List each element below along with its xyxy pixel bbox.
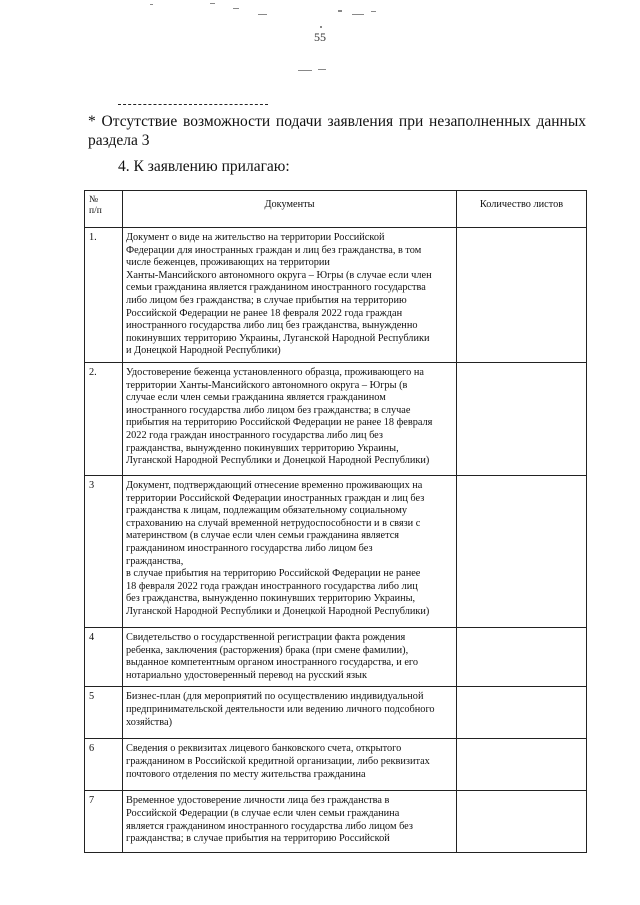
document-text-line: Луганской Народной Республики и Донецкой Народной Республики) (126, 455, 430, 467)
document-text-line: Луганской Народной Республики и Донецкой Народной Республики) (126, 605, 430, 617)
document-text-line: ребенка, заключения (расторжения) брака (при смене фамилии), (126, 644, 409, 656)
row-sheet-count[interactable] (457, 228, 587, 363)
document-text-line: Российской Федерации не ранее 18 февраля 2022 года граждан (126, 307, 403, 319)
document-text-line: хозяйства) (126, 716, 173, 728)
attachments-table (84, 190, 587, 853)
row-document (123, 687, 457, 739)
row-document (123, 791, 457, 853)
row-number: 1. (85, 228, 123, 363)
document-text-line: Временное удостоверение личности лица без гражданства в (126, 795, 390, 807)
row-sheet-count[interactable] (457, 628, 587, 687)
document-text-line: семьи гражданина является гражданином иностранного государства (126, 282, 426, 294)
document-text-line: без гражданства, вынужденно покинувших территорию Украины, (126, 593, 416, 605)
document-text-line: территории Российской Федерации иностранных граждан и лиц без (126, 492, 425, 504)
document-text-line: территории Ханты-Мансийского автономного округа – Югры (в (126, 379, 408, 391)
document-text-line: Свидетельство о государственной регистрации факта рождения (126, 632, 406, 643)
table-body (85, 228, 587, 853)
document-text-line: гражданином в Российской кредитной организации, либо реквизитах (126, 755, 430, 767)
document-text-line: гражданства к лицам, подлежащим обязательному социальному (126, 505, 408, 517)
row-document (123, 476, 457, 628)
document-text-line: почтового отделения по месту жительства гражданина (126, 768, 366, 780)
document-text-line: гражданства; в случае прибытия на территорию Российской (126, 833, 390, 845)
document-text-line: является гражданином иностранного государства либо лицом без (126, 820, 413, 832)
row-sheet-count[interactable] (457, 791, 587, 853)
page-number: 55 (314, 30, 326, 44)
document-text-line: Российской Федерации (в случае если член семьи гражданина (126, 807, 400, 819)
row-number: 4 (85, 628, 123, 687)
document-text-line: прибытия на территорию Российской Федерации не ранее 18 февраля (126, 417, 433, 429)
document-text-line: покинувших территорию Украины, Луганской Народной Республики (126, 332, 430, 344)
document-text-line: выданное компетентным органом иностранного государства, и его (126, 657, 419, 669)
document-text-line: иностранного государства либо лицом без гражданства; в случае (126, 404, 411, 416)
document-text-line: и Донецкой Народной Республики) (126, 345, 281, 357)
row-sheet-count[interactable] (457, 476, 587, 628)
table-row (85, 476, 587, 628)
table-row (85, 687, 587, 739)
document-text-line: 2022 года граждан иностранного государства либо лиц без (126, 429, 383, 441)
document-text-line: гражданином иностранного государства либо лицом без (126, 542, 373, 554)
header-number-symbol: № (89, 195, 99, 205)
row-sheet-count[interactable] (457, 739, 587, 791)
document-text-line: нотариально удостоверенный перевод на русский язык (126, 669, 367, 681)
row-number: 7 (85, 791, 123, 853)
document-text-line: Документ, подтверждающий отнесение временно проживающих на (126, 480, 423, 491)
row-number: 2. (85, 363, 123, 476)
document-text-line: в случае прибытия на территорию Российской Федерации не ранее (126, 568, 421, 580)
table-row (85, 791, 587, 853)
document-text-line: страхованию на случай временной нетрудоспособности и в связи с (126, 517, 421, 529)
row-sheet-count[interactable] (457, 687, 587, 739)
footnote-text: * Отсутствие возможности подачи заявления при незаполненных данных раздела 3 (88, 113, 586, 149)
document-text-line: гражданства, (126, 555, 184, 567)
header-sheets: Количество листов (457, 191, 587, 228)
footnote-divider (118, 104, 268, 105)
table-row (85, 363, 587, 476)
row-document (123, 739, 457, 791)
document-text-line: иностранного государства либо лиц без гражданства, вынужденно (126, 320, 418, 332)
document-text-line: Сведения о реквизитах лицевого банковского счета, открытого (126, 743, 402, 755)
row-document (123, 363, 457, 476)
header-documents: Документы (123, 191, 457, 228)
document-text-line: Удостоверение беженца установленного образца, проживающего на (126, 367, 424, 378)
document-text-line: числе беженцев, проживающих на территории (126, 257, 330, 269)
row-number: 5 (85, 687, 123, 739)
document-text-line: Документ о виде на жительство на территории Российской (126, 232, 385, 243)
section-heading: 4. К заявлению прилагаю: (118, 158, 290, 175)
row-sheet-count[interactable] (457, 363, 587, 476)
document-text-line: гражданства, вынужденно покинувших территорию Украины, (126, 442, 399, 454)
row-number: 3 (85, 476, 123, 628)
document-text-line: материнством (в случае если член семьи гражданина является (126, 530, 400, 542)
document-text-line: Бизнес-план (для мероприятий по осуществлению индивидуальной (126, 691, 424, 703)
row-document (123, 628, 457, 687)
document-text-line: предпринимательской деятельности или ведению личного подсобного (126, 703, 435, 715)
document-text-line: случае если член семьи гражданина является гражданином (126, 392, 386, 404)
header-number-abbr: п/п (89, 206, 102, 216)
table-header-row (85, 191, 587, 228)
table-row (85, 228, 587, 363)
header-number (85, 191, 123, 228)
document-text-line: Ханты-Мансийского автономного округа – Югры (в случае если член (126, 269, 432, 281)
table-row (85, 739, 587, 791)
document-text-line: Федерации для иностранных граждан и лиц без гражданства, в том (126, 244, 422, 256)
row-number: 6 (85, 739, 123, 791)
table-row (85, 628, 587, 687)
row-document (123, 228, 457, 363)
document-text-line: 18 февраля 2022 года граждан иностранного государства либо лиц (126, 580, 418, 592)
document-text-line: либо лицом без гражданства; в случае прибытия на территорию (126, 294, 407, 306)
